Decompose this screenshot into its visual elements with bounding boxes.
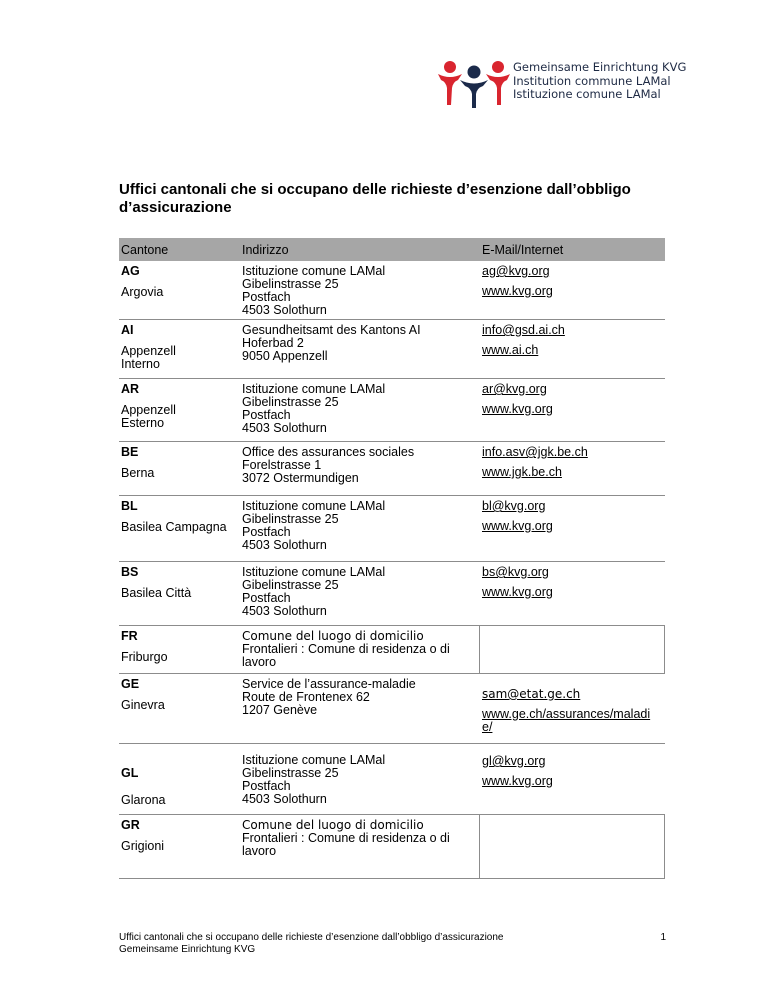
address-cell xyxy=(239,815,479,878)
people-logo-icon xyxy=(436,58,512,110)
address-line: Postfach xyxy=(242,591,291,605)
canton-code: BL xyxy=(121,499,138,513)
address-line: Istituzione comune LAMal xyxy=(242,565,386,579)
canton-cell xyxy=(119,562,239,625)
address-line: Postfach xyxy=(242,290,291,304)
page-number: 1 xyxy=(660,932,666,943)
organization-logo xyxy=(436,58,736,110)
table-row xyxy=(119,562,665,626)
table-row xyxy=(119,496,665,562)
table-row xyxy=(119,674,665,744)
address-cell xyxy=(239,442,479,495)
address-line: Istituzione comune LAMal xyxy=(242,264,386,278)
address-line: Gibelinstrasse 25 xyxy=(242,512,339,526)
address-line: Service de l’assurance-maladie xyxy=(242,677,416,691)
canton-cell xyxy=(119,496,239,561)
canton-code: AG xyxy=(121,264,140,278)
address-cell xyxy=(239,626,479,673)
email-link[interactable]: ar@kvg.org xyxy=(482,382,547,396)
address-cell xyxy=(239,261,479,319)
canton-name: Friburgo xyxy=(121,650,168,664)
canton-name: Berna xyxy=(121,466,155,480)
address-line: Gibelinstrasse 25 xyxy=(242,578,339,592)
table-header xyxy=(119,238,665,261)
address-cell xyxy=(239,379,479,441)
canton-code: BE xyxy=(121,445,139,459)
address-line: 4503 Solothurn xyxy=(242,792,327,806)
table-row xyxy=(119,379,665,442)
table-row xyxy=(119,815,665,879)
canton-cell xyxy=(119,626,239,673)
address-line: 9050 Appenzell xyxy=(242,349,328,363)
contact-cell xyxy=(479,496,665,561)
address-line: 3072 Ostermundigen xyxy=(242,471,359,485)
address-line: Postfach xyxy=(242,779,291,793)
canton-cell xyxy=(119,815,239,878)
address-line: Frontalieri : Comune di residenza o di xyxy=(242,642,450,656)
website-link[interactable]: www.kvg.org xyxy=(482,402,553,416)
canton-cell xyxy=(119,744,239,814)
email-link[interactable]: sam@etat.ge.ch xyxy=(482,687,581,701)
canton-cell xyxy=(119,442,239,495)
address-line: Gibelinstrasse 25 xyxy=(242,277,339,291)
footer-title: Uffici cantonali che si occupano delle richieste d’esenzione dall’obbligo d’assicurazione xyxy=(119,932,504,943)
contact-cell xyxy=(479,442,665,495)
address-cell xyxy=(239,320,479,378)
email-link[interactable]: bs@kvg.org xyxy=(482,565,549,579)
canton-name: Appenzell Interno xyxy=(121,344,176,371)
address-line: Istituzione comune LAMal xyxy=(242,382,386,396)
address-line: 4503 Solothurn xyxy=(242,538,327,552)
email-link[interactable]: ag@kvg.org xyxy=(482,264,550,278)
website-link[interactable]: www.kvg.org xyxy=(482,284,553,298)
address-cell xyxy=(239,674,479,743)
table-row xyxy=(119,261,665,320)
address-line: Postfach xyxy=(242,408,291,422)
contact-cell xyxy=(479,744,665,814)
canton-code: AR xyxy=(121,382,140,396)
canton-name: Basilea Città xyxy=(121,586,192,600)
address-line: Gibelinstrasse 25 xyxy=(242,395,339,409)
canton-code: GE xyxy=(121,677,140,691)
contact-cell xyxy=(479,379,665,441)
website-link[interactable]: www.ge.ch/assurances/maladie/ xyxy=(482,707,651,734)
address-line: Gibelinstrasse 25 xyxy=(242,766,339,780)
canton-name: Appenzell Esterno xyxy=(121,403,176,430)
header-contact: E-Mail/Internet xyxy=(482,242,564,257)
address-line: 4503 Solothurn xyxy=(242,303,327,317)
address-line: Comune del luogo di domicilio xyxy=(242,629,424,643)
table-row xyxy=(119,442,665,496)
logo-line-fr: Institution commune LAMal xyxy=(513,73,671,88)
email-link[interactable]: bl@kvg.org xyxy=(482,499,546,513)
canton-cell xyxy=(119,320,239,378)
page-footer xyxy=(119,932,504,956)
logo-line-de: Gemeinsame Einrichtung KVG xyxy=(513,60,687,74)
address-cell xyxy=(239,496,479,561)
document-title: Uffici cantonali che si occupano delle richieste d’esenzione dall’obbligo d’assicurazione xyxy=(119,181,631,216)
website-link[interactable]: www.kvg.org xyxy=(482,519,553,533)
footer-organization: Gemeinsame Einrichtung KVG xyxy=(119,944,256,955)
address-line: lavoro xyxy=(242,844,277,858)
address-cell xyxy=(239,562,479,625)
canton-cell xyxy=(119,379,239,441)
canton-code: AI xyxy=(121,323,134,337)
contact-cell xyxy=(479,562,665,625)
table-row xyxy=(119,626,665,674)
email-link[interactable]: info@gsd.ai.ch xyxy=(482,323,565,337)
email-link[interactable]: gl@kvg.org xyxy=(482,754,546,768)
address-line: Hoferbad 2 xyxy=(242,336,304,350)
logo-line-it: Istituzione comune LAMal xyxy=(513,87,661,101)
address-line: Comune del luogo di domicilio xyxy=(242,818,424,832)
address-line: 4503 Solothurn xyxy=(242,604,327,618)
header-canton: Cantone xyxy=(121,242,169,257)
website-link[interactable]: www.ai.ch xyxy=(482,343,539,357)
cantonal-offices-table xyxy=(119,238,665,879)
contact-cell-empty xyxy=(479,626,665,673)
canton-name: Ginevra xyxy=(121,698,165,712)
table-row xyxy=(119,320,665,379)
contact-cell xyxy=(479,674,665,743)
canton-code: GR xyxy=(121,818,140,832)
address-line: Istituzione comune LAMal xyxy=(242,499,386,513)
canton-cell xyxy=(119,674,239,743)
address-line: Route de Frontenex 62 xyxy=(242,690,370,704)
website-link[interactable]: www.kvg.org xyxy=(482,585,553,599)
website-link[interactable]: www.jgk.be.ch xyxy=(482,465,562,479)
address-line: 4503 Solothurn xyxy=(242,421,327,435)
canton-code: FR xyxy=(121,629,138,643)
address-line: Forelstrasse 1 xyxy=(242,458,322,472)
website-link[interactable]: www.kvg.org xyxy=(482,774,553,788)
contact-cell xyxy=(479,320,665,378)
address-line: lavoro xyxy=(242,655,277,669)
canton-name: Glarona xyxy=(121,793,166,807)
address-cell xyxy=(239,744,479,814)
canton-cell xyxy=(119,261,239,319)
canton-code: BS xyxy=(121,565,139,579)
address-line: 1207 Genève xyxy=(242,703,318,717)
email-link[interactable]: info.asv@jgk.be.ch xyxy=(482,445,588,459)
table-row xyxy=(119,744,665,815)
contact-cell-empty xyxy=(479,815,665,878)
address-line: Frontalieri : Comune di residenza o di xyxy=(242,831,450,845)
address-line: Gesundheitsamt des Kantons AI xyxy=(242,323,421,337)
header-address: Indirizzo xyxy=(242,242,289,257)
address-line: Istituzione comune LAMal xyxy=(242,753,386,767)
canton-name: Argovia xyxy=(121,285,164,299)
address-line: Office des assurances sociales xyxy=(242,445,415,459)
canton-code: GL xyxy=(121,766,139,780)
contact-cell xyxy=(479,261,665,319)
canton-name: Grigioni xyxy=(121,839,165,853)
canton-name: Basilea Campagna xyxy=(121,520,227,534)
logo-text xyxy=(513,61,686,102)
address-line: Postfach xyxy=(242,525,291,539)
